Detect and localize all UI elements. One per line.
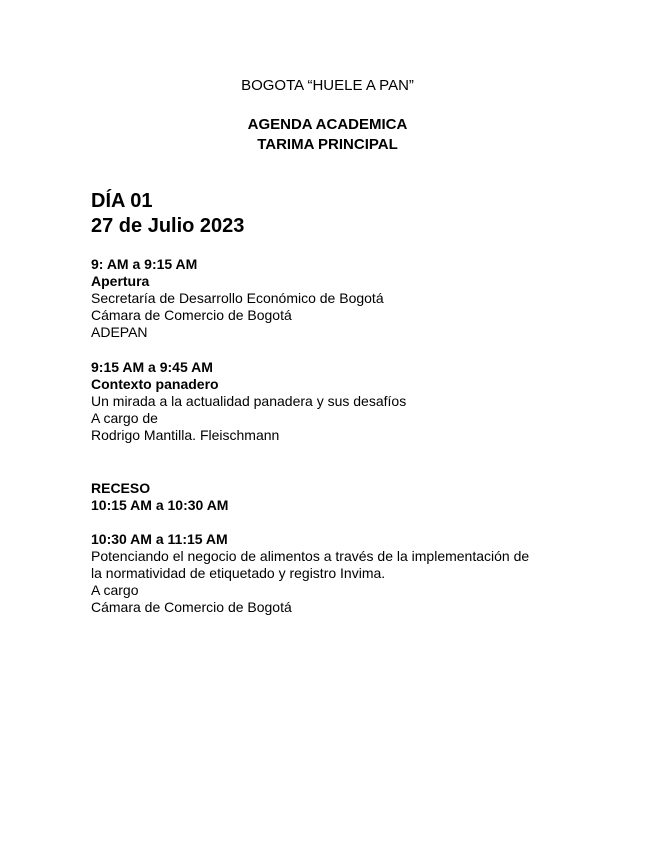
agenda-heading: AGENDA ACADEMICA [247,116,408,133]
session-time: 9:15 AM a 9:45 AM [91,359,213,375]
session-opening [91,256,611,341]
session-title: Apertura [91,273,150,289]
document-title: BOGOTA “HUELE A PAN” [241,77,414,94]
session-detail: ADEPAN [91,324,148,340]
session-title: Contexto panadero [91,376,219,392]
session-detail: Un mirada a la actualidad panadera y sus desafíos [91,393,407,409]
session-detail: A cargo de [91,410,158,426]
stage-heading: TARIMA PRINCIPAL [257,136,398,153]
session-break [91,480,611,514]
session-detail: Secretaría de Desarrollo Económico de Bogotá [91,290,384,306]
session-detail: Cámara de Comercio de Bogotá [91,599,292,615]
break-time: 10:15 AM a 10:30 AM [91,497,229,513]
session-detail: Cámara de Comercio de Bogotá [91,307,292,323]
session-context [91,359,611,444]
break-title: RECESO [91,480,151,496]
session-detail: Potenciando el negocio de alimentos a través de la implementación de [91,548,530,564]
session-detail: Rodrigo Mantilla. Fleischmann [91,427,280,443]
session-time: 9: AM a 9:15 AM [91,256,198,272]
day-label: DÍA 01 [91,190,153,212]
session-detail: A cargo [91,582,139,598]
session-detail: la normatividad de etiquetado y registro Invima. [91,565,386,581]
day-date: 27 de Julio 2023 [91,215,245,237]
session-time: 10:30 AM a 11:15 AM [91,531,228,547]
session-regulation [91,531,611,616]
